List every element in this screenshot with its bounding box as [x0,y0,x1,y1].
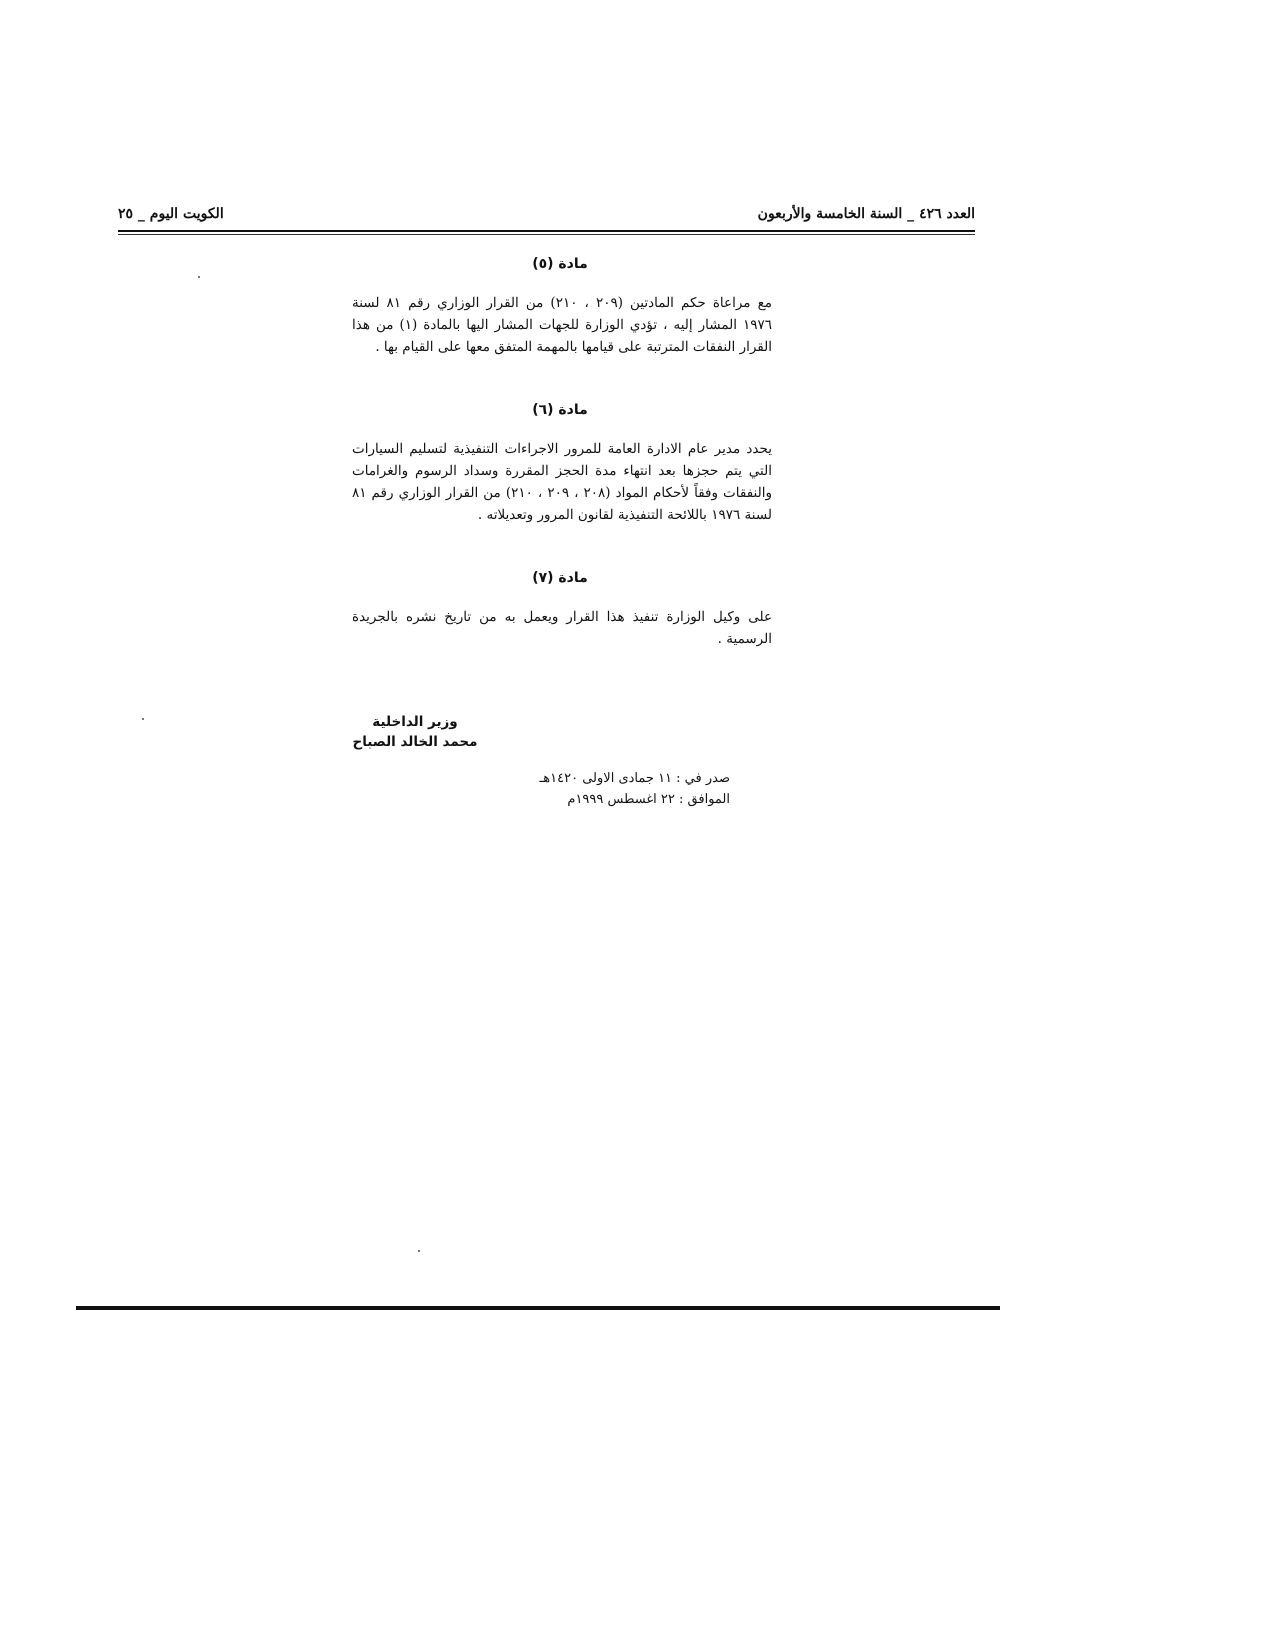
scan-speck [142,718,144,720]
corresponding-date: الموافق : ٢٢ اغسطس ١٩٩٩م [567,792,730,807]
scan-speck [198,276,200,278]
article-7-body: على وكيل الوزارة تنفيذ هذا القرار ويعمل به من تاريخ نشره بالجريدة الرسمية . [352,609,772,647]
article-6-title: مادة (٦) [532,402,588,418]
footer-rule [76,1306,1000,1310]
header-rule [118,230,975,232]
signature-name: محمد الخالد الصباح [352,734,478,750]
header-rule-thin [118,234,975,235]
issued-date: صدر في : ١١ جمادى الاولى ١٤٢٠هـ [539,771,730,786]
journal-page: الكويت اليوم _ ٢٥ [118,206,224,222]
article-5-body: مع مراعاة حكم المادتين (٢٠٩ ، ٢١٠) من القرار الوزاري رقم ٨١ لسنة ١٩٧٦ المشار إليه ، تؤدي الوزارة للجهات المشار اليها بالمادة (١) من هذا القرار النفقات المترتبة على قيامها بالمهمة المتفق معها على القيام بها . [352,295,772,355]
issue-line: العدد ٤٢٦ _ السنة الخامسة والأربعون [757,206,975,222]
signature-role: وزير الداخلية [372,714,458,730]
article-5-title: مادة (٥) [532,256,588,272]
scan-speck [418,1250,420,1252]
article-6-body: يحدد مدير عام الادارة العامة للمرور الاجراءات التنفيذية لتسليم السيارات التي يتم حجزها بعد انتهاء مدة الحجز المقررة وسداد الرسوم والغرامات والنفقات وفقاً لأحكام المواد (٢٠٨ ، ٢٠٩ ، ٢١٠) من القرار الوزاري رقم ٨١ لسنة ١٩٧٦ باللائحة التنفيذية لقانون المرور وتعديلاته . [352,441,772,523]
article-7-title: مادة (٧) [532,570,588,586]
